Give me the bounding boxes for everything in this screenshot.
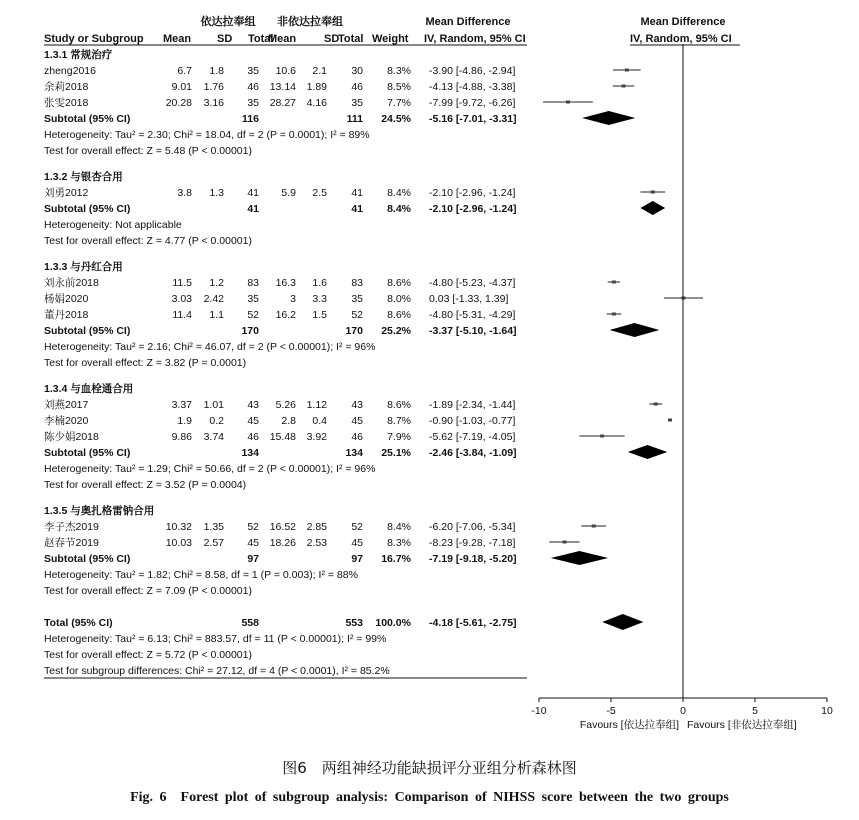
total-summary-text: Test for overall effect: Z = 5.72 (P < 0.00001)	[44, 649, 252, 661]
sd-1: 1.01	[203, 399, 224, 411]
sd-2: 2.53	[306, 537, 327, 549]
pooled-diamond	[640, 201, 665, 215]
ci-text: -8.23 [-9.28, -7.18]	[429, 537, 516, 549]
subtotal-weight: 25.1%	[381, 447, 411, 459]
column-header: SD	[217, 33, 233, 45]
mean-1: 9.01	[171, 81, 192, 93]
subgroup-title: 1.3.5 与奥扎格雷钠合用	[44, 505, 155, 517]
total-2: 35	[351, 97, 363, 109]
subgroup-title: 1.3.2 与银杏合用	[44, 171, 123, 183]
subtotal-label: Total (95% CI)	[44, 617, 113, 629]
study-name: zheng2016	[44, 65, 96, 77]
total-1: 41	[247, 187, 259, 199]
sd-1: 2.42	[203, 293, 224, 305]
subtotal-label: Subtotal (95% CI)	[44, 553, 131, 565]
mean-2: 16.3	[275, 277, 296, 289]
sd-2: 2.5	[312, 187, 327, 199]
column-header: Total	[248, 33, 274, 45]
study-name: 杨娟2020	[44, 293, 89, 305]
total-summary-text: Heterogeneity: Tau² = 6.13; Chi² = 883.57, df = 11 (P < 0.00001); I² = 99%	[44, 633, 387, 645]
effect-square	[612, 313, 616, 316]
ci-text: -3.90 [-4.86, -2.94]	[429, 65, 516, 77]
total-2: 43	[351, 399, 363, 411]
total-1: 52	[247, 521, 259, 533]
sd-2: 2.1	[312, 65, 327, 77]
sd-2: 1.89	[306, 81, 327, 93]
total-2: 45	[351, 415, 363, 427]
mean-1: 11.4	[172, 309, 192, 321]
ci-text: -4.80 [-5.23, -4.37]	[429, 277, 516, 289]
x-tick-label: -10	[531, 705, 547, 717]
subtotal-label: Subtotal (95% CI)	[44, 325, 131, 337]
total-1: 43	[247, 399, 259, 411]
effect-square	[592, 525, 596, 528]
study-name: 张雯2018	[44, 97, 89, 109]
subtotal-total-2: 41	[351, 203, 363, 215]
heterogeneity-text: Heterogeneity: Tau² = 2.16; Chi² = 46.07, df = 2 (P < 0.00001); I² = 96%	[44, 341, 376, 353]
overall-effect-text: Test for overall effect: Z = 7.09 (P < 0.00001)	[44, 585, 252, 597]
mean-1: 11.5	[172, 277, 192, 289]
effect-square	[622, 85, 626, 88]
overall-effect-text: Test for overall effect: Z = 3.52 (P = 0.0004)	[44, 479, 247, 491]
column-header: IV, Random, 95% CI	[424, 33, 526, 45]
mean-2: 3	[290, 293, 296, 305]
subtotal-weight: 25.2%	[381, 325, 411, 337]
subtotal-ci-text: -7.19 [-9.18, -5.20]	[429, 553, 517, 565]
subgroup-title: 1.3.1 常规治疗	[44, 49, 113, 61]
study-name: 李楠2020	[44, 415, 89, 427]
subtotal-total-1: 134	[241, 447, 259, 459]
group1-header: 依达拉奉组	[200, 16, 256, 28]
effect-square	[562, 541, 566, 544]
subtotal-weight: 16.7%	[381, 553, 411, 565]
total-2: 83	[351, 277, 363, 289]
figure-caption-english: Fig. 6 Forest plot of subgroup analysis: Comparison of NIHSS score between the two groups	[130, 790, 729, 805]
subtotal-label: Subtotal (95% CI)	[44, 113, 131, 125]
heterogeneity-text: Heterogeneity: Not applicable	[44, 219, 182, 231]
total-2: 41	[351, 187, 363, 199]
subtotal-ci-text: -5.16 [-7.01, -3.31]	[429, 113, 517, 125]
pooled-diamond	[602, 614, 643, 630]
ci-text: 0.03 [-1.33, 1.39]	[429, 293, 509, 305]
subtotal-total-1: 41	[247, 203, 259, 215]
study-name: 刘永前2018	[44, 277, 99, 289]
mean-2: 16.52	[269, 521, 296, 533]
weight: 8.6%	[387, 277, 411, 289]
sd-1: 2.57	[203, 537, 224, 549]
sd-1: 0.2	[209, 415, 224, 427]
sd-1: 1.35	[203, 521, 224, 533]
ci-text: -0.90 [-1.03, -0.77]	[429, 415, 516, 427]
heterogeneity-text: Heterogeneity: Tau² = 1.82; Chi² = 8.58, df = 1 (P = 0.003); I² = 88%	[44, 569, 358, 581]
sd-1: 1.8	[209, 65, 224, 77]
overall-effect-text: Test for overall effect: Z = 3.82 (P = 0.0001)	[44, 357, 247, 369]
total-summary-text: Test for subgroup differences: Chi² = 27.12, df = 4 (P < 0.0001), I² = 85.2%	[44, 665, 390, 677]
weight: 8.4%	[387, 521, 411, 533]
effect-header-plot: Mean Difference	[640, 16, 726, 28]
subtotal-total-2: 97	[351, 553, 363, 565]
effect-header-table: Mean Difference	[425, 16, 511, 28]
subgroup-title: 1.3.4 与血栓通合用	[44, 383, 134, 395]
subtotal-ci-text: -3.37 [-5.10, -1.64]	[429, 325, 517, 337]
mean-2: 13.14	[269, 81, 296, 93]
effect-square	[654, 403, 658, 406]
subtotal-total-1: 116	[242, 113, 259, 125]
weight: 8.3%	[387, 537, 411, 549]
study-name: 余莉2018	[44, 81, 89, 93]
mean-1: 9.86	[171, 431, 192, 443]
subtotal-ci-text: -4.18 [-5.61, -2.75]	[429, 617, 517, 629]
column-header: Weight	[372, 33, 409, 45]
ci-text: -7.99 [-9.72, -6.26]	[429, 97, 516, 109]
study-name: 董丹2018	[44, 309, 89, 321]
effect-square	[600, 435, 604, 438]
subtotal-total-1: 558	[241, 617, 259, 629]
subtotal-label: Subtotal (95% CI)	[44, 203, 131, 215]
mean-1: 3.37	[171, 399, 192, 411]
total-2: 46	[351, 431, 363, 443]
weight: 8.3%	[387, 65, 411, 77]
total-1: 45	[247, 537, 259, 549]
sd-2: 1.5	[312, 309, 327, 321]
total-1: 35	[247, 97, 259, 109]
mean-1: 3.8	[177, 187, 192, 199]
mean-2: 16.2	[275, 309, 296, 321]
mean-2: 28.27	[269, 97, 296, 109]
weight: 8.4%	[387, 187, 411, 199]
ci-text: -2.10 [-2.96, -1.24]	[429, 187, 516, 199]
effect-square	[566, 101, 570, 104]
sd-2: 4.16	[306, 97, 327, 109]
column-header: Mean	[268, 33, 297, 45]
favours-right-label: Favours [非依达拉奉组]	[687, 719, 797, 731]
sd-1: 3.74	[203, 431, 224, 443]
mean-2: 5.9	[281, 187, 296, 199]
ci-text: -1.89 [-2.34, -1.44]	[429, 399, 516, 411]
group2-header: 非依达拉奉组	[277, 16, 343, 28]
total-1: 35	[247, 65, 259, 77]
ci-text: -5.62 [-7.19, -4.05]	[429, 431, 516, 443]
favours-left-label: Favours [依达拉奉组]	[579, 719, 679, 731]
sd-1: 1.1	[209, 309, 224, 321]
subtotal-total-1: 170	[241, 325, 259, 337]
effect-square	[668, 419, 672, 422]
mean-2: 18.26	[269, 537, 296, 549]
weight: 7.7%	[387, 97, 411, 109]
x-tick-label: 10	[821, 705, 833, 717]
subtotal-weight: 8.4%	[387, 203, 411, 215]
study-name: 刘燕2017	[44, 399, 89, 411]
x-tick-label: -5	[606, 705, 616, 717]
total-1: 35	[247, 293, 259, 305]
pooled-diamond	[610, 323, 660, 337]
figure-caption-chinese: 图6 两组神经功能缺损评分亚组分析森林图	[282, 759, 577, 777]
subtotal-ci-text: -2.10 [-2.96, -1.24]	[429, 203, 517, 215]
study-name: 陈少娟2018	[44, 431, 99, 443]
sd-1: 1.76	[203, 81, 224, 93]
weight: 8.7%	[387, 415, 411, 427]
total-1: 46	[247, 431, 259, 443]
subtotal-total-2: 111	[346, 113, 363, 125]
subtotal-total-1: 97	[247, 553, 259, 565]
effect-square	[612, 281, 616, 284]
weight: 8.6%	[387, 399, 411, 411]
weight: 7.9%	[387, 431, 411, 443]
subtotal-weight: 24.5%	[381, 113, 411, 125]
sd-2: 1.12	[306, 399, 327, 411]
ci-text: -4.80 [-5.31, -4.29]	[429, 309, 516, 321]
mean-1: 20.28	[165, 97, 192, 109]
column-header: Total	[338, 33, 364, 45]
subgroup-title: 1.3.3 与丹红合用	[44, 261, 123, 273]
total-1: 52	[247, 309, 259, 321]
column-header: Study or Subgroup	[44, 33, 144, 45]
total-2: 46	[351, 81, 363, 93]
pooled-diamond	[582, 111, 635, 125]
total-2: 45	[351, 537, 363, 549]
effect-square	[625, 69, 629, 72]
plot-method-header: IV, Random, 95% CI	[630, 33, 732, 45]
mean-2: 2.8	[281, 415, 296, 427]
subtotal-total-2: 134	[345, 447, 363, 459]
mean-1: 1.9	[177, 415, 192, 427]
total-1: 46	[247, 81, 259, 93]
sd-2: 1.6	[312, 277, 327, 289]
mean-1: 6.7	[177, 65, 192, 77]
x-tick-label: 0	[680, 705, 686, 717]
subtotal-total-2: 170	[345, 325, 363, 337]
subtotal-total-2: 553	[345, 617, 363, 629]
pooled-diamond	[551, 551, 608, 565]
heterogeneity-text: Heterogeneity: Tau² = 2.30; Chi² = 18.04, df = 2 (P = 0.0001); I² = 89%	[44, 129, 370, 141]
total-2: 52	[351, 521, 363, 533]
mean-2: 5.26	[275, 399, 296, 411]
heterogeneity-text: Heterogeneity: Tau² = 1.29; Chi² = 50.66, df = 2 (P < 0.00001); I² = 96%	[44, 463, 376, 475]
total-1: 83	[247, 277, 259, 289]
sd-1: 1.2	[209, 277, 224, 289]
mean-1: 3.03	[171, 293, 192, 305]
column-header: SD	[324, 33, 340, 45]
sd-2: 2.85	[306, 521, 327, 533]
overall-effect-text: Test for overall effect: Z = 4.77 (P < 0.00001)	[44, 235, 252, 247]
mean-2: 15.48	[269, 431, 296, 443]
subtotal-label: Subtotal (95% CI)	[44, 447, 131, 459]
pooled-diamond	[628, 445, 668, 459]
total-2: 35	[351, 293, 363, 305]
weight: 8.5%	[387, 81, 411, 93]
ci-text: -6.20 [-7.06, -5.34]	[429, 521, 516, 533]
mean-1: 10.32	[165, 521, 192, 533]
column-header: Mean	[163, 33, 192, 45]
sd-2: 3.3	[312, 293, 327, 305]
overall-effect-text: Test for overall effect: Z = 5.48 (P < 0.00001)	[44, 145, 252, 157]
mean-2: 10.6	[275, 65, 296, 77]
sd-2: 3.92	[306, 431, 327, 443]
sd-1: 1.3	[209, 187, 224, 199]
sd-1: 3.16	[203, 97, 224, 109]
study-name: 赵春节2019	[44, 537, 99, 549]
total-2: 30	[351, 65, 363, 77]
total-2: 52	[351, 309, 363, 321]
subtotal-weight: 100.0%	[375, 617, 411, 629]
weight: 8.0%	[387, 293, 411, 305]
weight: 8.6%	[387, 309, 411, 321]
total-1: 45	[247, 415, 259, 427]
subtotal-ci-text: -2.46 [-3.84, -1.09]	[429, 447, 517, 459]
effect-square	[651, 191, 655, 194]
ci-text: -4.13 [-4.88, -3.38]	[429, 81, 516, 93]
study-name: 李子杰2019	[44, 521, 99, 533]
mean-1: 10.03	[165, 537, 192, 549]
study-name: 刘勇2012	[44, 187, 89, 199]
x-tick-label: 5	[752, 705, 758, 717]
sd-2: 0.4	[312, 415, 327, 427]
